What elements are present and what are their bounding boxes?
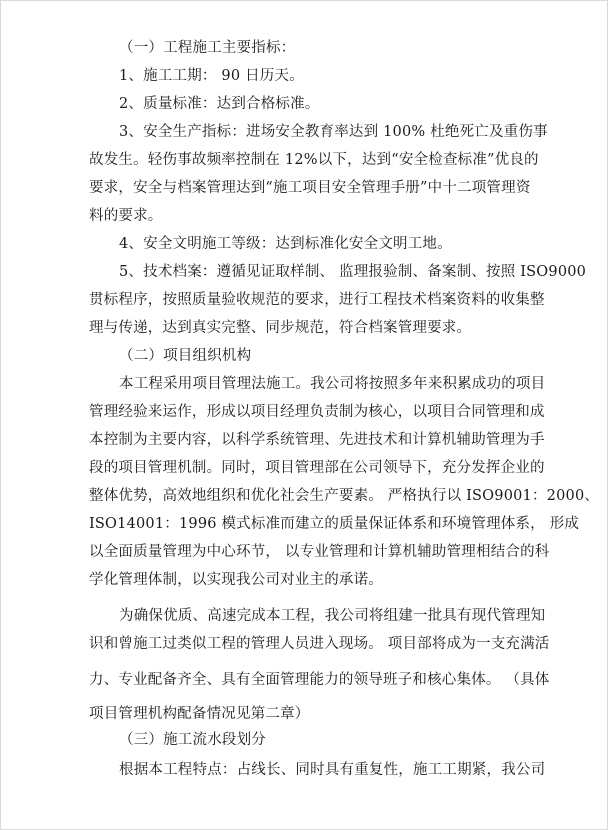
paragraph-line: 力、专业配备齐全、具有全面管理能力的领导班子和核心集体。 （具体 — [89, 672, 550, 688]
paragraph-line: 4、安全文明施工等级：达到标准化安全文明工地。 — [119, 236, 452, 252]
section-heading-organization: （二）项目组织机构 — [119, 348, 252, 364]
paragraph-line: 料的要求。 — [89, 208, 163, 224]
paragraph-line: 本工程采用项目管理法施工。我公司将按照多年来积累成功的项目 — [119, 376, 546, 392]
paragraph-line: 本控制为主要内容，以科学系统管理、先进技术和计算机辅助管理为手 — [89, 432, 545, 448]
paragraph-line: 项目管理机构配备情况见第二章） — [89, 706, 310, 722]
paragraph-line: 3、安全生产指标：进场安全教育率达到 100% 杜绝死亡及重伤事 — [119, 124, 548, 140]
section-heading-flow-sections: （三）施工流水段划分 — [119, 732, 266, 748]
paragraph-line: 以全面质量管理为中心环节， 以专业管理和计算机辅助管理相结合的科 — [89, 544, 550, 560]
paragraph-line: 2、质量标准：达到合格标准。 — [119, 96, 320, 112]
paragraph-line: 贯标程序，按照质量验收规范的要求，进行工程技术档案资料的收集整 — [89, 292, 545, 308]
section-heading-main-indicators: （一）工程施工主要指标： — [119, 40, 296, 56]
paragraph-line: 1、施工工期： 90 日历天。 — [119, 68, 304, 84]
paragraph-line: 5、技术档案：遵循见证取样制、 监理报验制、备案制、按照 ISO9000 — [119, 264, 587, 280]
paragraph-line: 整体优势，高效地组织和优化社会生产要素。 严格执行以 ISO9001：2000、 — [89, 488, 600, 504]
paragraph-line: 识和曾施工过类似工程的管理人员进入现场。 项目部将成为一支充满活 — [89, 636, 550, 652]
paragraph-line: 要求，安全与档案管理达到“施工项目安全管理手册”中十二项管理资 — [89, 180, 531, 196]
paragraph-line: 学化管理体制，以实现我公司对业主的承诺。 — [89, 572, 383, 588]
paragraph-line: 为确保优质、高速完成本工程，我公司将组建一批具有现代管理知 — [119, 608, 546, 624]
paragraph-line: 理与传递，达到真实完整、同步规范，符合档案管理要求。 — [89, 320, 472, 336]
paragraph-line: 故发生。轻伤事故频率控制在 12%以下，达到“安全检查标准”优良的 — [89, 152, 539, 168]
paragraph-line: 根据本工程特点：占线长、同时具有重复性，施工工期紧，我公司 — [119, 762, 546, 778]
paragraph-line: ISO14001：1996 模式标准而建立的质量保证体系和环境管理体系， 形成 — [89, 516, 580, 532]
paragraph-line: 管理经验来运作，形成以项目经理负责制为核心，以项目合同管理和成 — [89, 404, 545, 420]
paragraph-line: 段的项目管理机制。同时，项目管理部在公司领导下，充分发挥企业的 — [89, 460, 545, 476]
